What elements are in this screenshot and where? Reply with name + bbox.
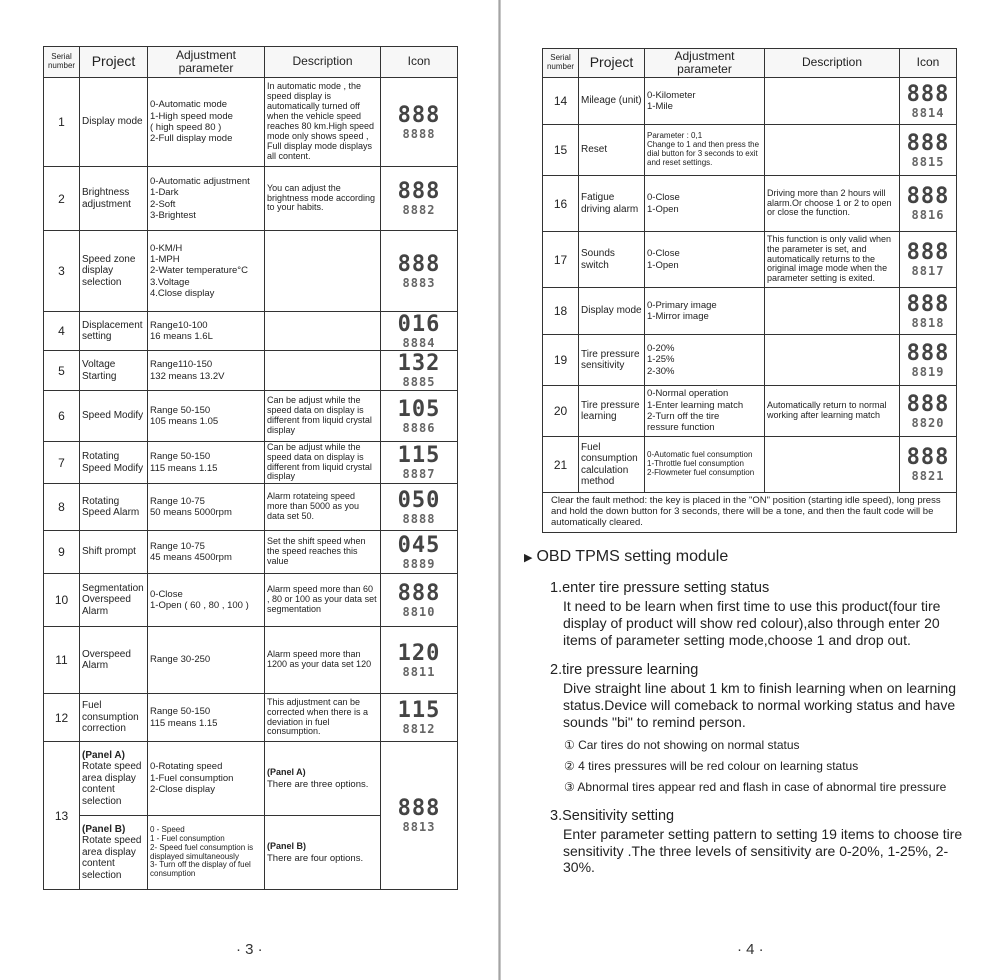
table-row <box>44 391 458 442</box>
segment-code-icon: 8821 <box>911 469 945 483</box>
description-text: Alarm speed more than 1200 as your data set 120 <box>265 627 381 694</box>
table-header-row <box>543 49 957 78</box>
adjustment-cell <box>645 125 765 176</box>
segment-code-icon: 8818 <box>911 315 945 330</box>
section-list-item: ③ Abnormal tires appear red and flash in case of abnormal tire pressure <box>564 779 947 794</box>
serial-number: 17 <box>543 232 579 288</box>
adjustment-line: 2-Close display <box>150 784 215 796</box>
description-text: This function is only valid when the parameter is set, and automatically returns to the original image mode when the parameter setting is exited. <box>765 232 900 288</box>
adjustment-line: 2-Soft <box>150 198 176 210</box>
description-text <box>265 351 381 391</box>
project-name: Fatigue driving alarm <box>579 176 645 232</box>
adjustment-cell <box>148 742 265 816</box>
obd-tpms-module <box>524 548 964 876</box>
adjustment-line: 45 means 4500rpm <box>150 552 232 563</box>
project-name: Rotate speed area display content selection <box>82 761 142 807</box>
segment-code-icon: 8810 <box>402 604 436 619</box>
right-settings-table <box>542 48 957 533</box>
segment-display-icon: 045 <box>397 532 441 558</box>
adjustment-line: 3.Voltage <box>150 276 190 288</box>
segment-code-icon: 8889 <box>402 556 436 571</box>
module-title <box>524 548 964 566</box>
table-row <box>44 742 458 816</box>
adjustment-line: 2-30% <box>647 365 675 377</box>
table-row <box>44 574 458 627</box>
project-name: Reset <box>579 125 645 176</box>
adjustment-cell <box>645 335 765 386</box>
module-title-text: OBD TPMS setting module <box>536 548 729 565</box>
section-body: Dive straight line about 1 km to finish learning when on learning status.Device will comeback to normal working status and have sounds "bi" to remind person. <box>563 680 957 730</box>
serial-number: 12 <box>44 694 80 742</box>
segment-display-icon: 105 <box>397 396 441 422</box>
module-section <box>524 808 964 876</box>
segment-display-icon: 888 <box>906 391 950 417</box>
adjustment-line: 1-High speed mode <box>150 110 233 122</box>
description-text: You can adjust the brightness mode according to your habits. <box>265 167 381 231</box>
project-name: Displacement setting <box>80 312 148 351</box>
table-row <box>44 627 458 694</box>
segment-code-icon: 8814 <box>911 105 945 120</box>
icon-cell <box>381 742 458 890</box>
adjustment-cell <box>148 694 265 742</box>
icon-cell <box>900 288 957 335</box>
table-row <box>44 167 458 231</box>
adjustment-line: Range110-150 <box>150 359 213 371</box>
description-text: Can be adjust while the speed data on display is different from liquid crystal display <box>265 442 381 484</box>
adjustment-line: 1-Open <box>647 203 679 215</box>
serial-number: 7 <box>44 442 80 484</box>
serial-number: 13 <box>44 742 80 890</box>
adjustment-line: 4.Close display <box>150 288 215 300</box>
segment-display-icon: 888 <box>906 81 950 107</box>
adjustment-line: 50 means 5000rpm <box>150 507 232 518</box>
segment-display-icon: 132 <box>397 351 441 376</box>
serial-number: 3 <box>44 231 80 312</box>
segment-code-icon: 8816 <box>911 208 945 222</box>
left-table-body <box>44 78 458 742</box>
project-name: Speed zone display selection <box>80 231 148 312</box>
adjustment-line: 3- Turn off the display of fuel consumption <box>150 860 251 879</box>
header-project: Project <box>579 49 645 78</box>
page-number-left: · 3 · <box>236 941 263 958</box>
module-section <box>524 580 964 648</box>
segment-display-icon: 888 <box>397 251 441 277</box>
serial-number: 19 <box>543 335 579 386</box>
section-list-item: ② 4 tires pressures will be red colour on learning status <box>564 758 859 773</box>
icon-cell <box>381 312 458 351</box>
segment-display-icon: 888 <box>906 291 950 317</box>
segment-display-icon: 120 <box>397 640 441 666</box>
module-section <box>524 662 964 793</box>
segment-code-icon: 8820 <box>911 415 945 430</box>
adjustment-line: 115 means 1.15 <box>150 462 218 474</box>
serial-number: 16 <box>543 176 579 232</box>
header-serial: Serial number <box>543 49 579 78</box>
section-body: It need to be learn when first time to use this product(four tire display of product will show red colour),also through enter 20 items of parameter setting mode,choose 1 and drop out. <box>563 598 941 648</box>
adjustment-line: 1 - Fuel consumption <box>150 833 225 843</box>
adjustment-line: 0 - Speed <box>150 825 185 835</box>
adjustment-cell <box>645 437 765 493</box>
serial-number: 18 <box>543 288 579 335</box>
adjustment-cell <box>148 816 265 890</box>
serial-number: 21 <box>543 437 579 493</box>
adjustment-line: 16 means 1.6L <box>150 331 213 342</box>
adjustment-line: 0-Kilometer <box>647 89 696 101</box>
segment-code-icon: 8885 <box>402 375 436 389</box>
adjustment-cell <box>148 167 265 231</box>
icon-cell <box>900 437 957 493</box>
adjustment-line: 3-Brightest <box>150 209 196 221</box>
segment-code-icon: 8888 <box>402 511 436 526</box>
project-name: Mileage (unit) <box>579 78 645 125</box>
description-text: In automatic mode , the speed display is automatically turned off when the vehicle speed reaches 80 km.High speed mode only shows speed , Full display mode displays all content. <box>265 78 381 167</box>
serial-number: 10 <box>44 574 80 627</box>
project-name: Fuel consumption calculation method <box>579 437 645 493</box>
icon-cell <box>900 125 957 176</box>
page-fold <box>498 0 501 980</box>
triangle-bullet-icon: ▶ <box>524 552 533 564</box>
icon-cell <box>381 351 458 391</box>
adjustment-line: 0-Close <box>150 588 183 600</box>
segment-code-icon: 8884 <box>402 335 436 350</box>
adjustment-line: 0-Automatic fuel consumption <box>647 450 753 460</box>
header-icon: Icon <box>381 47 458 78</box>
project-cell <box>80 816 148 890</box>
adjustment-line: ressure function <box>647 422 715 434</box>
table-row <box>44 531 458 574</box>
adjustment-line: Range 10-75 <box>150 540 205 552</box>
segment-code-icon: 8883 <box>402 275 436 290</box>
project-name: Rotating Speed Modify <box>80 442 148 484</box>
table-row <box>44 231 458 312</box>
section-title: 2.tire pressure learning <box>550 662 699 679</box>
panel-b-desc-label: (Panel B) <box>267 841 307 852</box>
table-row <box>543 176 957 232</box>
adjustment-line: 0-Normal operation <box>647 388 729 400</box>
adjustment-line: 0-20% <box>647 342 675 354</box>
section-list-item: ① Car tires do not showing on normal status <box>564 737 800 752</box>
adjustment-line: 1-Mile <box>647 101 673 112</box>
table-row <box>543 437 957 493</box>
segment-code-icon: 8812 <box>402 722 436 736</box>
adjustment-line: 0-Primary image <box>647 299 717 311</box>
fault-note-row <box>543 493 957 533</box>
icon-cell <box>381 484 458 531</box>
section-body: Enter parameter setting pattern to setting 19 items to choose tire sensitivity .The three levels of sensitivity are 0-20%, 1-25%, 2-30%. <box>563 825 963 876</box>
header-adjustment: Adjustment parameter <box>645 49 765 78</box>
segment-display-icon: 050 <box>397 487 441 513</box>
icon-cell <box>381 627 458 694</box>
description-text <box>765 125 900 176</box>
project-name: Voltage Starting <box>80 351 148 391</box>
module-sections <box>524 580 964 876</box>
adjustment-line: ( high speed 80 ) <box>150 122 222 133</box>
description-text: This adjustment can be corrected when there is a deviation in fuel consumption. <box>265 694 381 742</box>
segment-display-icon: 115 <box>397 698 441 723</box>
serial-number: 5 <box>44 351 80 391</box>
segment-display-icon: 888 <box>397 580 441 606</box>
icon-cell <box>381 442 458 484</box>
adjustment-line: 2- Speed fuel consumption is displayed simultaneously <box>150 842 254 861</box>
segment-display-icon: 888 <box>906 130 950 156</box>
description-text <box>765 335 900 386</box>
adjustment-line: 1-Enter learning match <box>647 399 744 411</box>
panel-a-label: (Panel A) <box>82 749 125 761</box>
adjustment-line: 0-Rotating speed <box>150 761 223 773</box>
icon-cell <box>381 78 458 167</box>
adjustment-cell <box>148 391 265 442</box>
segment-display-icon: 888 <box>397 102 441 128</box>
table-row <box>44 442 458 484</box>
adjustment-line: 132 means 13.2V <box>150 370 225 382</box>
description-text: Driving more than 2 hours will alarm.Or choose 1 or 2 to open or close the function. <box>765 176 900 232</box>
adjustment-cell <box>148 351 265 391</box>
serial-number: 9 <box>44 531 80 574</box>
description-text: Alarm rotateing speed more than 5000 as you data set 50. <box>265 484 381 531</box>
panel-b-label: (Panel B) <box>82 823 126 835</box>
icon-cell <box>381 167 458 231</box>
adjustment-cell <box>148 484 265 531</box>
header-adjustment: Adjustment parameter <box>148 47 265 78</box>
adjustment-line: 0-Automatic mode <box>150 99 228 111</box>
adjustment-line: 105 means 1.05 <box>150 416 219 427</box>
icon-cell <box>900 78 957 125</box>
icon-cell <box>381 531 458 574</box>
description-text: There are three options. <box>267 778 369 790</box>
segment-code-icon: 8811 <box>402 664 436 679</box>
header-description: Description <box>765 49 900 78</box>
project-name: Display mode <box>579 288 645 335</box>
icon-cell <box>900 335 957 386</box>
adjustment-line: 2-Turn off the tire <box>647 411 720 422</box>
panel-a-desc-label: (Panel A) <box>267 767 306 778</box>
row-13-body <box>44 742 458 890</box>
description-text <box>765 78 900 125</box>
description-text: Automatically return to normal working after learning match <box>765 386 900 437</box>
section-title: 1.enter tire pressure setting status <box>550 580 770 596</box>
header-description: Description <box>265 47 381 78</box>
description-cell <box>265 742 381 816</box>
table-row <box>543 125 957 176</box>
adjustment-line: 1-MPH <box>150 253 180 265</box>
page-number-right: · 4 · <box>737 941 764 958</box>
serial-number: 8 <box>44 484 80 531</box>
project-name: Speed Modify <box>80 391 148 442</box>
adjustment-line: 1-Dark <box>150 187 179 199</box>
adjustment-line: Change to 1 and then press the dial button for 3 seconds to exit and reset settings. <box>647 140 760 167</box>
description-cell <box>265 816 381 890</box>
project-name: Overspeed Alarm <box>80 627 148 694</box>
icon-cell <box>900 386 957 437</box>
adjustment-line: Parameter : 0,1 <box>647 131 703 141</box>
project-name: Tire pressure sensitivity <box>579 335 645 386</box>
description-text <box>265 312 381 351</box>
table-row <box>44 484 458 531</box>
adjustment-cell <box>148 312 265 351</box>
adjustment-cell <box>148 231 265 312</box>
adjustment-cell <box>148 78 265 167</box>
adjustment-cell <box>645 232 765 288</box>
adjustment-line: 2-Full display mode <box>150 133 233 145</box>
segment-display-icon: 016 <box>397 311 441 337</box>
right-table-body <box>543 78 957 493</box>
table-header-row <box>44 47 458 78</box>
description-text: Can be adjust while the speed data on display is different from liquid crystal display <box>265 391 381 442</box>
project-name: Shift prompt <box>80 531 148 574</box>
segment-code-icon: 8887 <box>402 467 436 481</box>
table-row <box>543 78 957 125</box>
segment-code-icon: 8819 <box>911 364 945 379</box>
left-settings-table <box>43 46 458 890</box>
adjustment-line: Range 50-150 <box>150 706 211 718</box>
table-row <box>44 351 458 391</box>
segment-code-icon: 8886 <box>402 420 436 435</box>
serial-number: 2 <box>44 167 80 231</box>
project-name: Brightness adjustment <box>80 167 148 231</box>
icon-cell <box>900 232 957 288</box>
project-cell <box>80 742 148 816</box>
segment-code-icon: 8888 <box>402 126 436 141</box>
adjustment-line: 0-KM/H <box>150 242 183 254</box>
adjustment-line: 1-Throttle fuel consumption <box>647 459 744 469</box>
adjustment-cell <box>645 386 765 437</box>
adjustment-cell <box>645 78 765 125</box>
segment-display-icon: 888 <box>906 340 950 366</box>
icon-cell <box>381 574 458 627</box>
adjustment-line: 2-Water temperature°C <box>150 265 248 277</box>
description-text <box>765 437 900 493</box>
table-row <box>543 386 957 437</box>
serial-number: 4 <box>44 312 80 351</box>
section-title: 3.Sensitivity setting <box>550 807 675 824</box>
adjustment-cell <box>645 288 765 335</box>
serial-number: 14 <box>543 78 579 125</box>
adjustment-line: 2-Flowmeter fuel consumption <box>647 467 755 477</box>
table-row <box>543 288 957 335</box>
adjustment-cell <box>645 176 765 232</box>
icon-cell <box>381 694 458 742</box>
table-row <box>44 312 458 351</box>
segment-display-icon: 888 <box>906 184 950 209</box>
project-name: Fuel consumption correction <box>80 694 148 742</box>
icon-cell <box>900 176 957 232</box>
description-text: There are four options. <box>267 852 364 864</box>
serial-number: 11 <box>44 627 80 694</box>
icon-cell <box>381 391 458 442</box>
adjustment-line: Range10-100 <box>150 319 208 331</box>
icon-cell <box>381 231 458 312</box>
serial-number: 20 <box>543 386 579 437</box>
project-name: Tire pressure learning <box>579 386 645 437</box>
adjustment-cell <box>148 574 265 627</box>
adjustment-line: Range 50-150 <box>150 404 211 416</box>
adjustment-line: 1-25% <box>647 354 675 366</box>
table-row <box>44 694 458 742</box>
project-name: Rotate speed area display content selection <box>82 835 142 881</box>
serial-number: 1 <box>44 78 80 167</box>
adjustment-line: 1-Fuel consumption <box>150 772 234 784</box>
adjustment-line: 0-Close <box>647 192 680 204</box>
description-text: Alarm speed more than 60 , 80 or 100 as your data set segmentation <box>265 574 381 627</box>
adjustment-line: 1-Open <box>647 259 679 271</box>
adjustment-line: Range 30-250 <box>150 654 211 666</box>
segment-display-icon: 115 <box>397 443 441 468</box>
description-text: Set the shift speed when the speed reaches this value <box>265 531 381 574</box>
adjustment-line: 1-Mirror image <box>647 311 709 322</box>
serial-number: 15 <box>543 125 579 176</box>
segment-display-icon: 888 <box>397 796 441 821</box>
project-name: Sounds switch <box>579 232 645 288</box>
segment-display-icon: 888 <box>397 179 441 204</box>
project-name: Rotating Speed Alarm <box>80 484 148 531</box>
segment-code-icon: 8813 <box>402 820 436 834</box>
segment-code-icon: 8817 <box>911 264 945 278</box>
adjustment-line: Range 50-150 <box>150 451 211 463</box>
adjustment-cell <box>148 442 265 484</box>
project-name: Display mode <box>80 78 148 167</box>
project-name: Segmentation Overspeed Alarm <box>80 574 148 627</box>
segment-code-icon: 8882 <box>402 203 436 217</box>
adjustment-line: 0-Close <box>647 248 680 260</box>
segment-code-icon: 8815 <box>911 154 945 169</box>
description-text <box>265 231 381 312</box>
table-row <box>543 335 957 386</box>
description-text <box>765 288 900 335</box>
adjustment-line: Range 10-75 <box>150 495 205 507</box>
adjustment-cell <box>148 531 265 574</box>
segment-display-icon: 888 <box>906 445 950 470</box>
adjustment-cell <box>148 627 265 694</box>
fault-note: Clear the fault method: the key is placed in the "ON" position (starting idle speed), long press and hold the down button for 3 seconds, there will be a tone, and then the fault code will be automatically cleared. <box>543 493 957 533</box>
adjustment-line: 0-Automatic adjustment <box>150 175 250 187</box>
table-row <box>543 232 957 288</box>
serial-number: 6 <box>44 391 80 442</box>
table-row <box>44 78 458 167</box>
adjustment-line: 115 means 1.15 <box>150 717 218 729</box>
segment-display-icon: 888 <box>906 240 950 265</box>
adjustment-line: 1-Open ( 60 , 80 , 100 ) <box>150 600 249 611</box>
header-serial: Serial number <box>44 47 80 78</box>
header-project: Project <box>80 47 148 78</box>
header-icon: Icon <box>900 49 957 78</box>
